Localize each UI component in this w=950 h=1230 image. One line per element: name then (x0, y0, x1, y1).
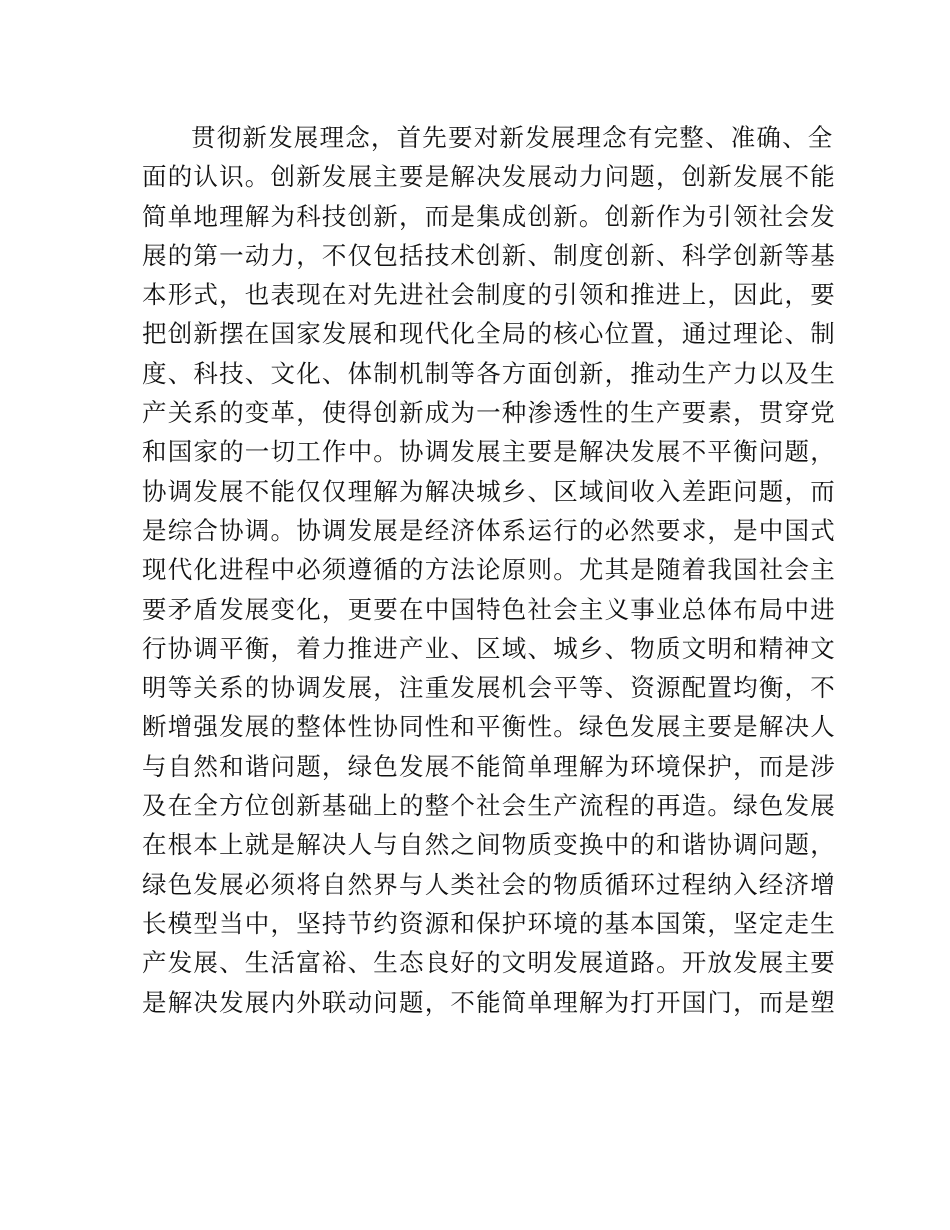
body-paragraph (142, 118, 836, 1022)
paragraph-line: 在根本上就是解决人与自然之间物质变换中的和谐协调问题， (142, 830, 836, 860)
paragraph-line: 产关系的变革，使得创新成为一种渗透性的生产要素，贯穿党 (142, 398, 836, 428)
paragraph-line: 本形式，也表现在对先进社会制度的引领和推进上，因此，要 (142, 280, 836, 310)
paragraph-line: 明等关系的协调发展，注重发展机会平等、资源配置均衡，不 (142, 673, 836, 703)
paragraph-line: 要矛盾发展变化，更要在中国特色社会主义事业总体布局中进 (142, 594, 836, 624)
paragraph-line: 是解决发展内外联动问题，不能简单理解为打开国门，而是塑 (142, 987, 836, 1017)
paragraph-line: 度、科技、文化、体制机制等各方面创新，推动生产力以及生 (142, 358, 836, 388)
paragraph-line: 展的第一动力，不仅包括技术创新、制度创新、科学创新等基 (142, 240, 836, 270)
paragraph-line: 协调发展不能仅仅理解为解决城乡、区域间收入差距问题，而 (142, 476, 836, 506)
paragraph-line: 绿色发展必须将自然界与人类社会的物质循环过程纳入经济增 (142, 869, 836, 899)
paragraph-line: 长模型当中，坚持节约资源和保护环境的基本国策，坚定走生 (142, 908, 836, 938)
paragraph-line: 和国家的一切工作中。协调发展主要是解决发展不平衡问题， (142, 437, 836, 467)
paragraph-line: 现代化进程中必须遵循的方法论原则。尤其是随着我国社会主 (142, 555, 836, 585)
paragraph-line: 及在全方位创新基础上的整个社会生产流程的再造。绿色发展 (142, 791, 836, 821)
paragraph-line: 贯彻新发展理念，首先要对新发展理念有完整、准确、全 (191, 123, 834, 152)
paragraph-line: 面的认识。创新发展主要是解决发展动力问题，创新发展不能 (142, 162, 836, 192)
paragraph-line: 简单地理解为科技创新，而是集成创新。创新作为引领社会发 (142, 201, 836, 231)
paragraph-line: 把创新摆在国家发展和现代化全局的核心位置，通过理论、制 (142, 319, 836, 349)
paragraph-line: 与自然和谐问题，绿色发展不能简单理解为环境保护，而是涉 (142, 751, 836, 781)
paragraph-line: 行协调平衡，着力推进产业、区域、城乡、物质文明和精神文 (142, 633, 836, 663)
paragraph-line: 断增强发展的整体性协同性和平衡性。绿色发展主要是解决人 (142, 712, 836, 742)
paragraph-line: 产发展、生活富裕、生态良好的文明发展道路。开放发展主要 (142, 948, 836, 978)
paragraph-line: 是综合协调。协调发展是经济体系运行的必然要求，是中国式 (142, 515, 836, 545)
